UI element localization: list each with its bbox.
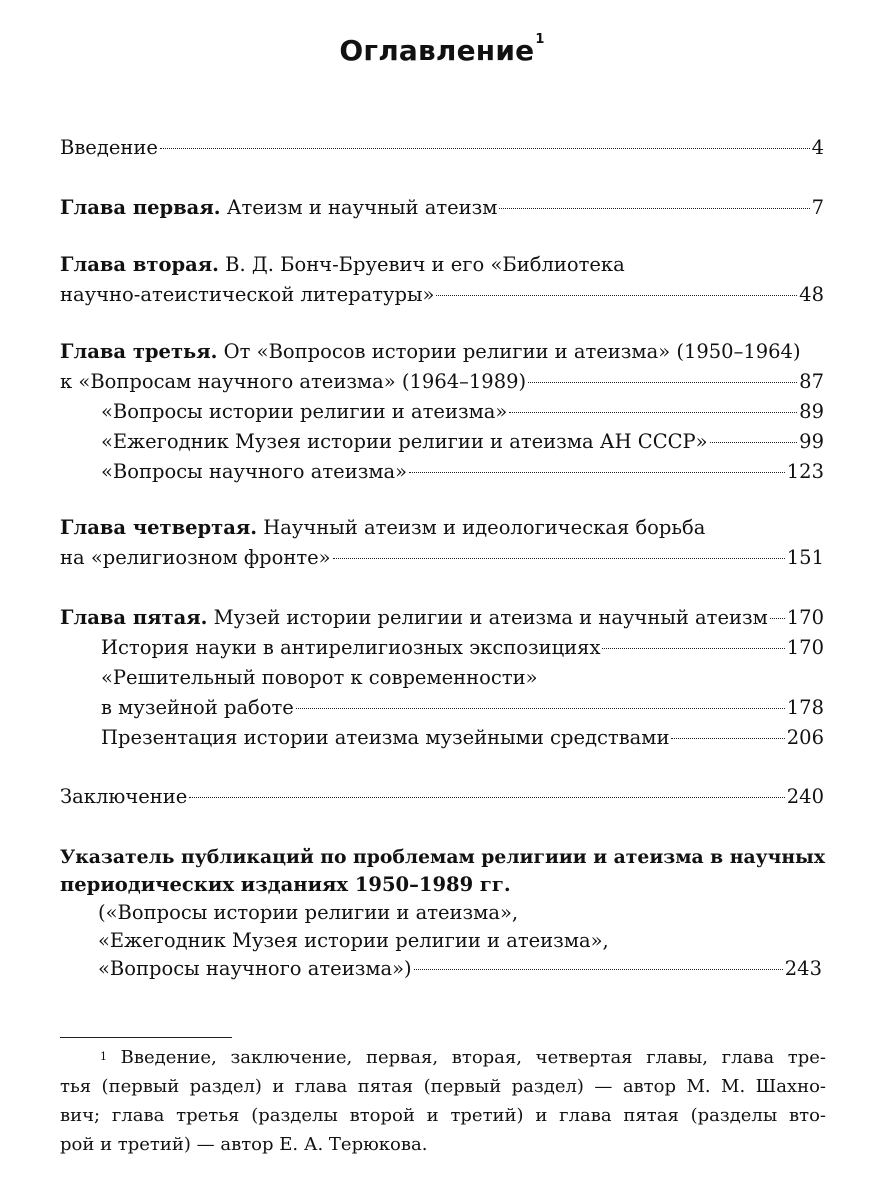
toc-entry-chapter-2-line1[interactable] — [60, 250, 625, 280]
toc-entry-page: 178 — [786, 696, 824, 719]
toc-entry-title: Научный атеизм и идеологическая борьба — [263, 516, 706, 539]
toc-section-3-1[interactable] — [101, 397, 824, 427]
toc-entry-subtitle: «Ежегодник Музея истории религии и атеизма», — [98, 929, 609, 952]
toc-entry-index-sub1 — [98, 898, 518, 928]
footnote-line-3 — [60, 1101, 826, 1130]
toc-entry-chapter-4-line1[interactable] — [60, 513, 705, 543]
toc-entry-index-sub2 — [98, 926, 609, 956]
toc-entry-title: к «Вопросам научного атеизма» (1964–1989) — [60, 370, 527, 393]
dot-leader — [414, 969, 783, 970]
footnote-line-4 — [60, 1130, 826, 1159]
dot-leader — [509, 412, 797, 413]
toc-entry-page: 240 — [786, 785, 824, 808]
title-footnote-marker: 1 — [535, 32, 545, 47]
toc-section-5-3[interactable] — [101, 723, 824, 753]
toc-entry-page: 243 — [784, 957, 822, 980]
toc-entry-page: 206 — [786, 726, 824, 749]
footnote-line-2 — [60, 1072, 826, 1101]
toc-entry-conclusion[interactable] — [60, 782, 824, 812]
toc-entry-chapter-2-line2[interactable] — [60, 280, 824, 310]
toc-entry-intro[interactable] — [60, 133, 824, 163]
toc-entry-title: Указатель публикаций по проблемам религиии и атеизма в научных — [60, 846, 826, 868]
footnote-marker: 1 — [100, 1050, 107, 1063]
footnote-text: рой и третий) — автор Е. А. Терюкова. — [60, 1134, 428, 1155]
toc-entry-title: «Вопросы истории религии и атеизма» — [101, 400, 508, 423]
toc-entry-chapter-3-line1[interactable] — [60, 337, 801, 367]
toc-entry-title: на «религиозном фронте» — [60, 546, 331, 569]
footnote-rule — [60, 1037, 232, 1038]
toc-entry-title: Презентация истории атеизма музейными средствами — [101, 726, 670, 749]
toc-entry-title: «Решительный поворот к современности» — [101, 666, 538, 689]
toc-entry-page: 170 — [786, 636, 824, 659]
dot-leader — [409, 472, 785, 473]
toc-entry-index-line2[interactable] — [60, 870, 511, 900]
dot-leader — [499, 208, 809, 209]
dot-leader — [770, 618, 785, 619]
toc-entry-page: 99 — [799, 430, 824, 453]
chapter-label: Глава четвертая. — [60, 516, 258, 539]
dot-leader — [436, 295, 797, 296]
page-title — [0, 34, 884, 67]
dot-leader — [189, 797, 784, 798]
footnote-line-1 — [60, 1043, 826, 1072]
page-title-text: Оглавление — [339, 34, 535, 67]
toc-entry-chapter-4-line2[interactable] — [60, 543, 824, 573]
toc-entry-title: В. Д. Бонч-Бруевич и его «Библиотека — [225, 253, 625, 276]
footnote-text: тья (первый раздел) и глава пятая (первый раздел) — автор М. М. Шахно- — [60, 1076, 826, 1097]
toc-entry-title: периодических изданиях 1950–1989 гг. — [60, 873, 511, 896]
toc-entry-chapter-5[interactable] — [60, 603, 824, 633]
toc-entry-page: 89 — [799, 400, 824, 423]
toc-section-5-1[interactable] — [101, 633, 824, 663]
toc-entry-title: Музей истории религии и атеизма и научный атеизм — [213, 606, 768, 629]
toc-entry-chapter-1[interactable] — [60, 193, 824, 223]
chapter-label: Глава пятая. — [60, 606, 208, 629]
toc-entry-page: 48 — [799, 283, 824, 306]
toc-section-3-2[interactable] — [101, 427, 824, 457]
toc-entry-title: История науки в антирелигиозных экспозициях — [101, 636, 601, 659]
dot-leader — [296, 708, 785, 709]
chapter-label: Глава третья. — [60, 340, 218, 363]
dot-leader — [333, 558, 785, 559]
toc-entry-title: От «Вопросов истории религии и атеизма» (1950–1964) — [223, 340, 801, 363]
dot-leader — [528, 382, 797, 383]
toc-entry-page: 123 — [786, 460, 824, 483]
toc-entry-title: Атеизм и научный атеизм — [226, 196, 498, 219]
toc-entry-subtitle: «Вопросы научного атеизма») — [98, 957, 412, 980]
toc-section-3-3[interactable] — [101, 457, 824, 487]
chapter-label: Глава первая. — [60, 196, 221, 219]
toc-entry-title: научно-атеистической литературы» — [60, 283, 435, 306]
toc-entry-title: «Вопросы научного атеизма» — [101, 460, 408, 483]
dot-leader — [671, 738, 784, 739]
toc-entry-title: «Ежегодник Музея истории религии и атеизма АН СССР» — [101, 430, 708, 453]
dot-leader — [710, 442, 798, 443]
toc-entry-title: Заключение — [60, 785, 188, 808]
toc-entry-chapter-3-line2[interactable] — [60, 367, 824, 397]
toc-entry-index-sub3[interactable] — [98, 954, 822, 984]
toc-entry-title: Введение — [60, 136, 158, 159]
toc-entry-page: 87 — [799, 370, 824, 393]
toc-entry-title: в музейной работе — [101, 696, 294, 719]
toc-section-5-2-line2[interactable] — [101, 693, 824, 723]
toc-section-5-2-line1[interactable] — [101, 663, 538, 693]
dot-leader — [160, 148, 810, 149]
toc-entry-index-line1[interactable] — [60, 842, 825, 872]
dot-leader — [602, 648, 784, 649]
footnote-text: вич; глава третья (разделы второй и третий) и глава пятая (разделы вто- — [60, 1105, 826, 1126]
toc-entry-page: 4 — [811, 136, 824, 159]
toc-entry-page: 170 — [786, 606, 824, 629]
toc-entry-page: 7 — [811, 196, 824, 219]
footnote-text: Введение, заключение, первая, вторая, четвертая главы, глава тре- — [120, 1047, 826, 1068]
chapter-label: Глава вторая. — [60, 253, 219, 276]
toc-entry-subtitle: («Вопросы истории религии и атеизма», — [98, 901, 519, 924]
toc-entry-page: 151 — [786, 546, 824, 569]
